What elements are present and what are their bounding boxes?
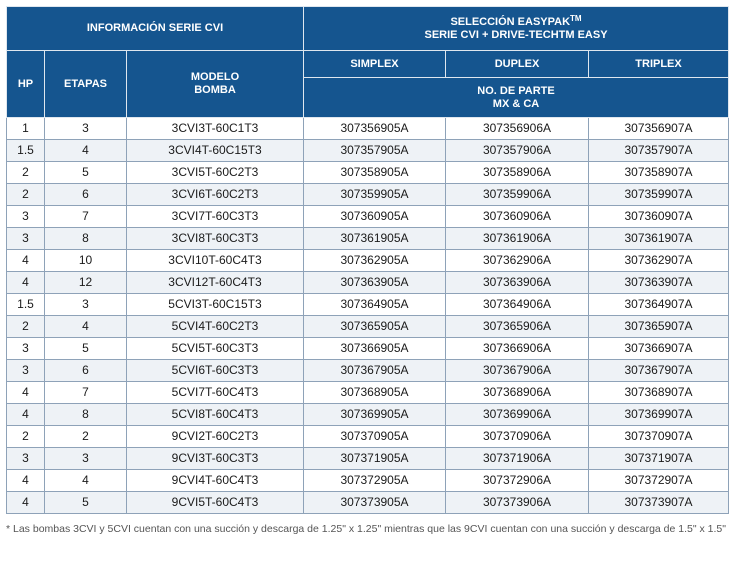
modelo-column-header (127, 51, 304, 118)
etapas-cell: 3 (45, 118, 127, 140)
hp-cell: 1.5 (7, 294, 45, 316)
duplex-cell: 307360906A (446, 206, 589, 228)
duplex-cell: 307365906A (446, 316, 589, 338)
spec-table-container (6, 6, 728, 514)
duplex-cell: 307369906A (446, 404, 589, 426)
table-row (7, 316, 729, 338)
etapas-cell: 3 (45, 448, 127, 470)
info-group-label: INFORMACIÓN SERIE CVI (86, 22, 224, 34)
triplex-label: TRIPLEX (635, 57, 682, 70)
table-row (7, 250, 729, 272)
spec-table (6, 6, 729, 514)
duplex-cell: 307364906A (446, 294, 589, 316)
modelo-cell: 3CVI7T-60C3T3 (127, 206, 304, 228)
simplex-cell: 307367905A (304, 360, 446, 382)
duplex-cell: 307373906A (446, 492, 589, 514)
modelo-cell: 9CVI5T-60C4T3 (127, 492, 304, 514)
modelo-cell: 3CVI12T-60C4T3 (127, 272, 304, 294)
modelo-cell: 3CVI6T-60C2T3 (127, 184, 304, 206)
modelo-cell: 9CVI3T-60C3T3 (127, 448, 304, 470)
modelo-cell: 5CVI6T-60C3T3 (127, 360, 304, 382)
triplex-cell: 307360907A (589, 206, 729, 228)
table-row (7, 272, 729, 294)
triplex-cell: 307363907A (589, 272, 729, 294)
simplex-cell: 307371905A (304, 448, 446, 470)
modelo-cell: 5CVI3T-60C15T3 (127, 294, 304, 316)
simplex-cell: 307360905A (304, 206, 446, 228)
selection-subtitle: SERIE CVI + DRIVE-TECHTM EASY (424, 28, 608, 41)
etapas-column-header (45, 51, 127, 118)
triplex-cell: 307361907A (589, 228, 729, 250)
simplex-cell: 307370905A (304, 426, 446, 448)
modelo-cell: 9CVI2T-60C2T3 (127, 426, 304, 448)
duplex-cell: 307362906A (446, 250, 589, 272)
duplex-column-header (446, 51, 589, 78)
etapas-cell: 5 (45, 492, 127, 514)
modelo-cell: 9CVI4T-60C4T3 (127, 470, 304, 492)
modelo-cell: 3CVI5T-60C2T3 (127, 162, 304, 184)
bomba-label: BOMBA (194, 84, 236, 96)
hp-cell: 3 (7, 360, 45, 382)
triplex-column-header (589, 51, 729, 78)
hp-cell: 4 (7, 404, 45, 426)
table-row (7, 448, 729, 470)
hp-cell: 2 (7, 184, 45, 206)
hp-cell: 1 (7, 118, 45, 140)
modelo-cell: 3CVI3T-60C1T3 (127, 118, 304, 140)
table-row (7, 338, 729, 360)
table-row (7, 382, 729, 404)
triplex-cell: 307356907A (589, 118, 729, 140)
modelo-cell: 5CVI5T-60C3T3 (127, 338, 304, 360)
table-row (7, 184, 729, 206)
simplex-cell: 307372905A (304, 470, 446, 492)
hp-cell: 1.5 (7, 140, 45, 162)
triplex-cell: 307362907A (589, 250, 729, 272)
table-row (7, 470, 729, 492)
simplex-cell: 307356905A (304, 118, 446, 140)
simplex-cell: 307366905A (304, 338, 446, 360)
simplex-cell: 307357905A (304, 140, 446, 162)
hp-cell: 4 (7, 272, 45, 294)
simplex-column-header (304, 51, 446, 78)
etapas-cell: 6 (45, 360, 127, 382)
duplex-cell: 307356906A (446, 118, 589, 140)
modelo-cell: 5CVI8T-60C4T3 (127, 404, 304, 426)
part-number-label: NO. DE PARTE (477, 84, 555, 97)
modelo-cell: 5CVI4T-60C2T3 (127, 316, 304, 338)
etapas-cell: 8 (45, 228, 127, 250)
simplex-cell: 307363905A (304, 272, 446, 294)
table-row (7, 492, 729, 514)
table-row (7, 426, 729, 448)
region-label: MX & CA (492, 97, 540, 110)
info-group-header (7, 7, 304, 51)
simplex-cell: 307359905A (304, 184, 446, 206)
selection-title: SELECCIÓN EASYPAK (450, 15, 571, 28)
duplex-cell: 307358906A (446, 162, 589, 184)
modelo-cell: 3CVI8T-60C3T3 (127, 228, 304, 250)
duplex-cell: 307363906A (446, 272, 589, 294)
hp-cell: 3 (7, 206, 45, 228)
table-body (7, 118, 729, 514)
simplex-cell: 307368905A (304, 382, 446, 404)
simplex-cell: 307365905A (304, 316, 446, 338)
triplex-cell: 307367907A (589, 360, 729, 382)
etapas-cell: 5 (45, 338, 127, 360)
duplex-cell: 307357906A (446, 140, 589, 162)
hp-cell: 2 (7, 162, 45, 184)
etapas-label: ETAPAS (64, 77, 107, 90)
modelo-cell: 3CVI10T-60C4T3 (127, 250, 304, 272)
hp-cell: 2 (7, 316, 45, 338)
triplex-cell: 307366907A (589, 338, 729, 360)
trademark-mark: TM (570, 13, 582, 23)
triplex-cell: 307373907A (589, 492, 729, 514)
duplex-cell: 307366906A (446, 338, 589, 360)
table-row (7, 360, 729, 382)
simplex-label: SIMPLEX (350, 57, 399, 70)
triplex-cell: 307369907A (589, 404, 729, 426)
etapas-cell: 8 (45, 404, 127, 426)
duplex-cell: 307359906A (446, 184, 589, 206)
hp-cell: 3 (7, 338, 45, 360)
triplex-cell: 307357907A (589, 140, 729, 162)
footnote: * Las bombas 3CVI y 5CVI cuentan con una succión y descarga de 1.25" x 1.25" mientras que las 9CVI cuentan con una succión y descarga de 1.5" x 1.5" (6, 523, 727, 535)
duplex-cell: 307361906A (446, 228, 589, 250)
hp-cell: 4 (7, 250, 45, 272)
duplex-cell: 307370906A (446, 426, 589, 448)
etapas-cell: 7 (45, 382, 127, 404)
etapas-cell: 2 (45, 426, 127, 448)
duplex-label: DUPLEX (494, 57, 540, 70)
modelo-label: MODELO (190, 71, 240, 83)
hp-cell: 4 (7, 382, 45, 404)
simplex-cell: 307364905A (304, 294, 446, 316)
duplex-cell: 307367906A (446, 360, 589, 382)
triplex-cell: 307359907A (589, 184, 729, 206)
etapas-cell: 3 (45, 294, 127, 316)
simplex-cell: 307373905A (304, 492, 446, 514)
table-row (7, 162, 729, 184)
simplex-cell: 307361905A (304, 228, 446, 250)
etapas-cell: 12 (45, 272, 127, 294)
table-row (7, 228, 729, 250)
simplex-cell: 307369905A (304, 404, 446, 426)
etapas-cell: 6 (45, 184, 127, 206)
etapas-cell: 10 (45, 250, 127, 272)
hp-cell: 2 (7, 426, 45, 448)
triplex-cell: 307358907A (589, 162, 729, 184)
hp-cell: 4 (7, 492, 45, 514)
modelo-cell: 5CVI7T-60C4T3 (127, 382, 304, 404)
triplex-cell: 307370907A (589, 426, 729, 448)
etapas-cell: 5 (45, 162, 127, 184)
table-row (7, 404, 729, 426)
hp-cell: 4 (7, 470, 45, 492)
table-row (7, 206, 729, 228)
etapas-cell: 4 (45, 140, 127, 162)
triplex-cell: 307365907A (589, 316, 729, 338)
triplex-cell: 307372907A (589, 470, 729, 492)
etapas-cell: 4 (45, 316, 127, 338)
hp-column-header (7, 51, 45, 118)
hp-cell: 3 (7, 448, 45, 470)
simplex-cell: 307362905A (304, 250, 446, 272)
table-row (7, 118, 729, 140)
hp-label: HP (17, 77, 34, 90)
triplex-cell: 307368907A (589, 382, 729, 404)
triplex-cell: 307371907A (589, 448, 729, 470)
etapas-cell: 4 (45, 470, 127, 492)
part-number-header (304, 78, 729, 118)
duplex-cell: 307372906A (446, 470, 589, 492)
simplex-cell: 307358905A (304, 162, 446, 184)
table-row (7, 140, 729, 162)
etapas-cell: 7 (45, 206, 127, 228)
duplex-cell: 307368906A (446, 382, 589, 404)
modelo-cell: 3CVI4T-60C15T3 (127, 140, 304, 162)
triplex-cell: 307364907A (589, 294, 729, 316)
duplex-cell: 307371906A (446, 448, 589, 470)
selection-group-header (304, 7, 729, 51)
hp-cell: 3 (7, 228, 45, 250)
table-row (7, 294, 729, 316)
